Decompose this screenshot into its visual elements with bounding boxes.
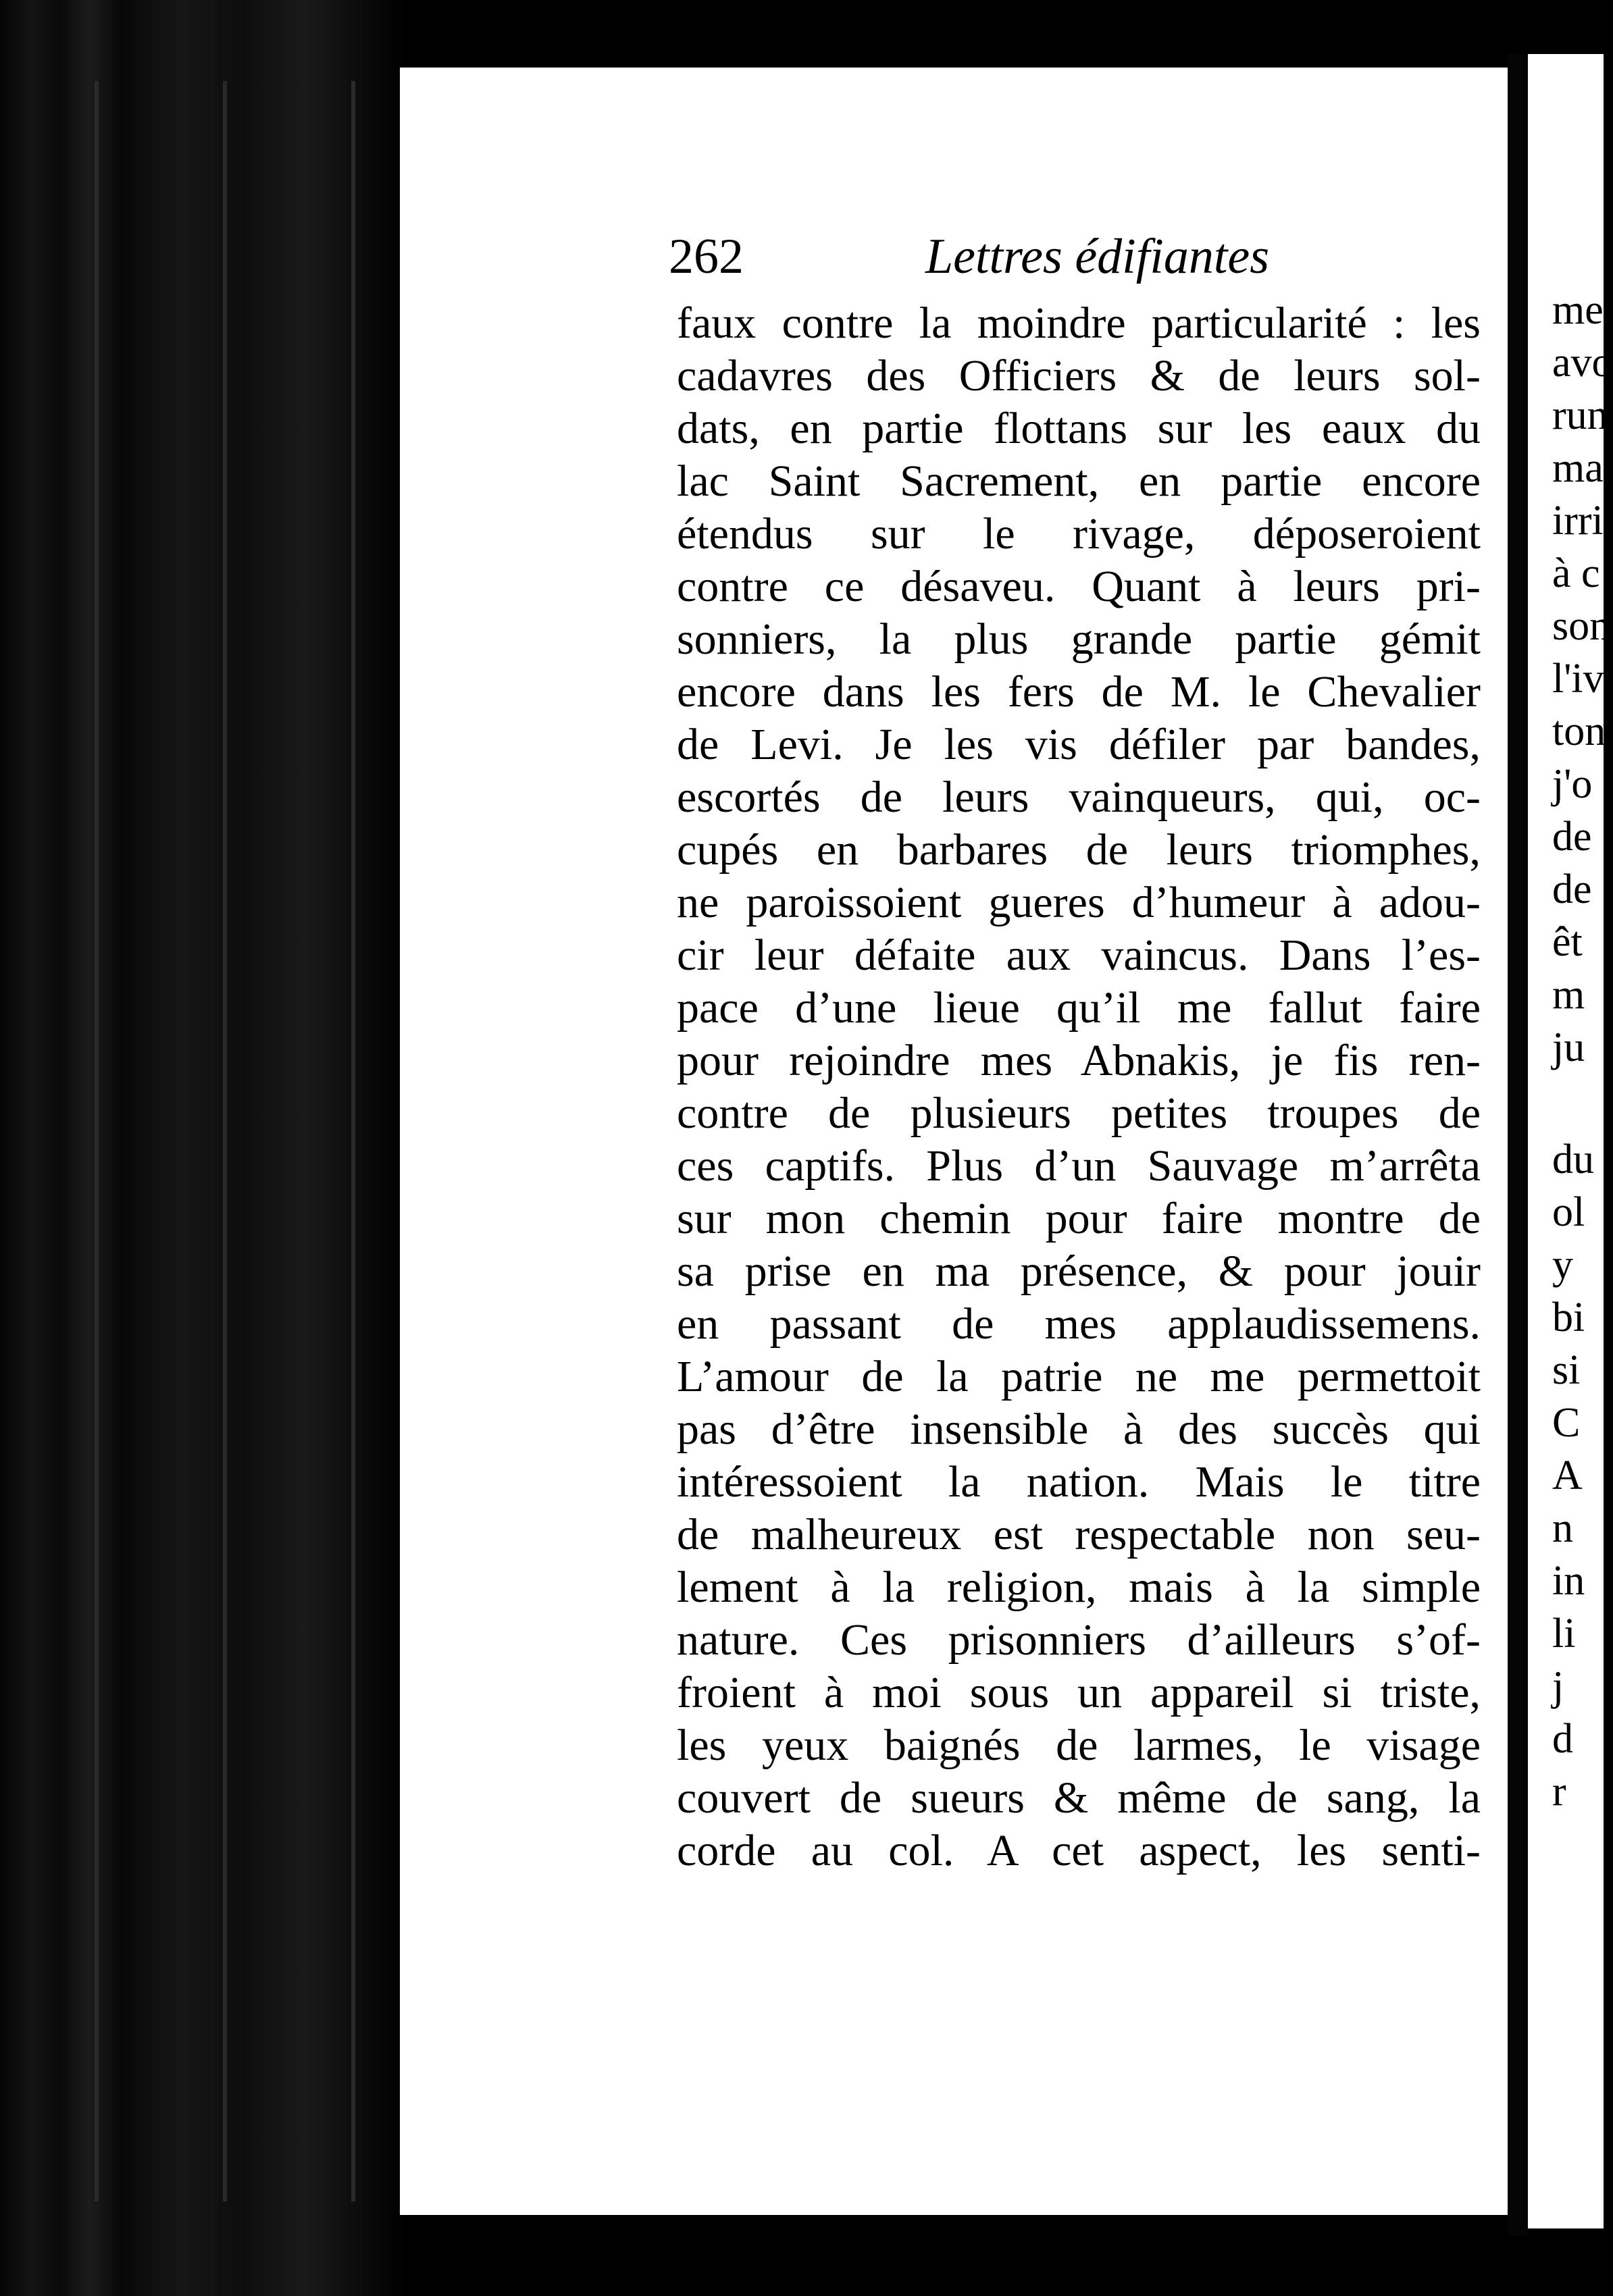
text-line: ces captifs. Plus d’un Sauvage m’arrêta: [677, 1141, 1481, 1191]
text-line: corde au col. A cet aspect, les senti-: [677, 1826, 1481, 1875]
text-line: en passant de mes applaudissemens.: [677, 1299, 1481, 1349]
facing-line-fragment: à c: [1552, 550, 1600, 596]
spine-edge-line: [223, 81, 227, 2201]
facing-line-fragment: ju: [1552, 1024, 1585, 1070]
text-line: pace d’une lieue qu’il me fallut faire: [677, 983, 1481, 1033]
text-line: cadavres des Officiers & de leurs sol-: [677, 351, 1481, 400]
text-line: lement à la religion, mais à la simple: [677, 1563, 1481, 1612]
facing-line-fragment: me: [1552, 287, 1604, 333]
facing-line-fragment: bi: [1552, 1295, 1585, 1340]
facing-page-text: [1552, 284, 1613, 1818]
facing-paragraph-gap: [1552, 1074, 1613, 1133]
text-line: cupés en barbares de leurs triomphes,: [677, 825, 1481, 875]
text-line: sa prise en ma présence, & pour jouir: [677, 1247, 1481, 1296]
page-number: 262: [669, 229, 744, 284]
text-line: lac Saint Sacrement, en partie encore: [677, 456, 1481, 506]
facing-line-fragment: de: [1552, 866, 1592, 912]
text-line: sur mon chemin pour faire montre de: [677, 1194, 1481, 1243]
text-line: escortés de leurs vainqueurs, qui, oc-: [677, 773, 1481, 822]
facing-line-fragment: j'o: [1552, 761, 1593, 807]
text-line: cir leur défaite aux vaincus. Dans l’es-: [677, 931, 1481, 980]
text-line: sonniers, la plus grande partie gémit: [677, 615, 1481, 664]
facing-line-fragment: êt: [1552, 919, 1583, 965]
facing-line-fragment: n: [1552, 1505, 1573, 1551]
facing-line-fragment: m: [1552, 972, 1585, 1018]
facing-line-fragment: C: [1552, 1400, 1581, 1446]
text-line: les yeux baignés de larmes, le visage: [677, 1721, 1481, 1770]
facing-line-fragment: l'iv: [1552, 656, 1604, 702]
facing-line-fragment: ton: [1552, 708, 1606, 754]
text-line: intéressoient la nation. Mais le titre: [677, 1457, 1481, 1507]
facing-line-fragment: r: [1552, 1769, 1566, 1815]
running-title: Lettres édifiantes: [925, 229, 1270, 284]
text-line: nature. Ces prisonniers d’ailleurs s’of-: [677, 1615, 1481, 1665]
facing-line-fragment: y: [1552, 1242, 1573, 1288]
facing-line-fragment: j: [1552, 1663, 1564, 1709]
facing-line-fragment: avo: [1552, 340, 1613, 386]
facing-line-fragment: de: [1552, 814, 1592, 860]
facing-line-fragment: son: [1552, 603, 1611, 649]
facing-line-fragment: li: [1552, 1611, 1576, 1656]
body-text: [677, 297, 1481, 1877]
text-line: contre de plusieurs petites troupes de: [677, 1089, 1481, 1138]
text-line: de Levi. Je les vis défiler par bandes,: [677, 720, 1481, 769]
facing-line-fragment: irri: [1552, 498, 1604, 544]
book-spine: [0, 0, 405, 2296]
facing-line-fragment: A: [1552, 1453, 1583, 1498]
spine-edge-line: [95, 81, 99, 2201]
text-line: pas d’être insensible à des succès qui: [677, 1405, 1481, 1454]
text-line: pour rejoindre mes Abnakis, je fis ren-: [677, 1036, 1481, 1085]
text-line: froient à moi sous un appareil si triste,: [677, 1668, 1481, 1717]
text-line: dats, en partie flottans sur les eaux du: [677, 404, 1481, 453]
text-line: contre ce désaveu. Quant à leurs pri-: [677, 562, 1481, 611]
facing-line-fragment: run: [1552, 392, 1608, 438]
text-line: couvert de sueurs & même de sang, la: [677, 1773, 1481, 1823]
text-line: L’amour de la patrie ne me permettoit: [677, 1352, 1481, 1401]
text-line: de malheureux est respectable non seu-: [677, 1510, 1481, 1559]
facing-line-fragment: in: [1552, 1558, 1585, 1604]
facing-line-fragment: ol: [1552, 1189, 1585, 1235]
text-line: faux contre la moindre particularité : les: [677, 298, 1481, 348]
text-line: ne paroissoient gueres d’humeur à adou-: [677, 878, 1481, 927]
text-line: encore dans les fers de M. le Chevalier: [677, 667, 1481, 716]
facing-line-fragment: si: [1552, 1347, 1581, 1393]
text-line: étendus sur le rivage, déposeroient: [677, 509, 1481, 558]
facing-line-fragment: d: [1552, 1716, 1573, 1762]
page-gutter-shadow: [1508, 54, 1528, 2235]
spine-edge-line: [351, 81, 355, 2201]
facing-line-fragment: du: [1552, 1137, 1594, 1182]
facing-line-fragment: ma: [1552, 445, 1604, 491]
